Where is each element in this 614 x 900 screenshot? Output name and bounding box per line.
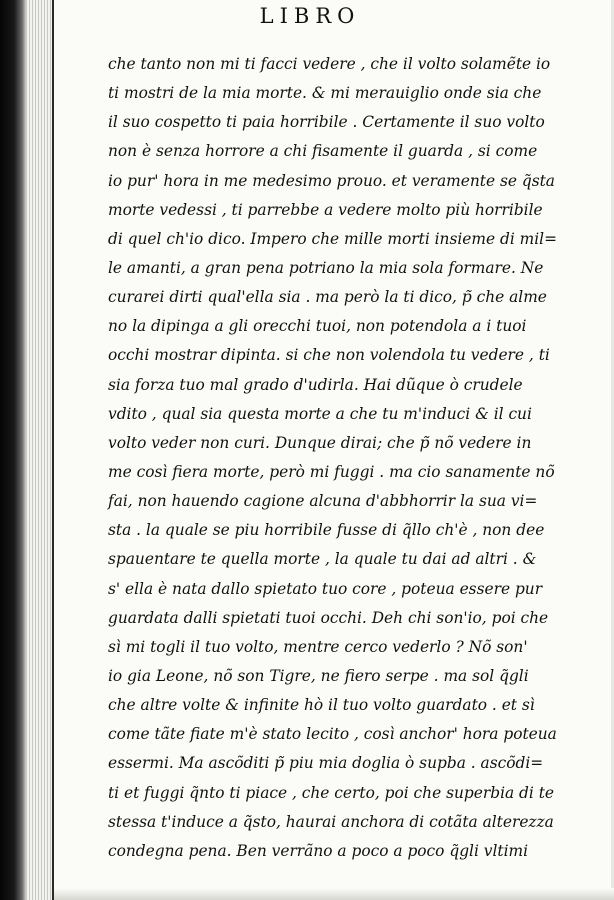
text-line: me così fiera morte, però mi fuggi . ma cio sanamente nõ (108, 462, 555, 481)
text-line: che altre volte & infinite hò il tuo volto guardato . et sì (108, 696, 535, 715)
text-line: che tanto non mi ti facci vedere , che il volto solamẽte io (108, 55, 551, 73)
text-line: le amanti, a gran pena potriano la mia sola formare. Ne (108, 258, 544, 277)
text-line: volto veder non curi. Dunque dirai; che p̃ nõ vedere in (108, 433, 532, 452)
text-line: non è senza horrore a chi fisamente il guarda , si come (108, 142, 538, 161)
text-line: fai, non hauendo cagione alcuna d'abbhorrir la sua vi= (108, 492, 538, 511)
text-line: guardata dalli spietati tuoi occhi. Deh chi son'io, poi che (108, 608, 549, 627)
running-header: LIBRO (259, 4, 361, 28)
text-line: il suo cospetto ti paia horribile . Certamente il suo volto (108, 113, 545, 132)
text-line: come tãte fiate m'è stato lecito , così anchor' hora poteua (108, 725, 557, 744)
text-line: sta . la quale se piu horribile fusse di q̃llo ch'è , non dee (108, 521, 545, 540)
page-edges (26, 0, 54, 900)
text-line: sì mi togli il tuo volto, mentre cerco vederlo ? Nõ son' (108, 637, 528, 656)
text-line: no la dipinga a gli orecchi tuoi, non potendola a i tuoi (108, 317, 527, 336)
text-line: io gia Leone, nõ son Tigre, ne fiero serpe . ma sol q̃gli (108, 666, 529, 685)
page-text-block (108, 50, 608, 866)
text-line: ti et fuggi q̃nto ti piace , che certo, poi che superbia di te (108, 783, 555, 802)
text-line: morte vedessi , ti parrebbe a vedere molto più horribile (108, 200, 543, 219)
text-line: stessa t'induce a q̃sto, haurai anchora di cotãta alterezza (108, 812, 554, 831)
text-line: occhi mostrar dipinta. si che non volendola tu vedere , ti (108, 346, 550, 365)
text-line: vdito , qual sia questa morte a che tu m'induci & il cui (108, 404, 532, 423)
text-line: ti mostri de la mia morte. & mi merauiglio onde sia che (108, 84, 542, 103)
page-bottom-shadow (54, 888, 614, 900)
text-line: spauentare te quella morte , la quale tu dai ad altri . & (108, 550, 537, 569)
text-line: s' ella è nata dallo spietato tuo core , poteua essere pur (108, 579, 543, 598)
text-line: sia forza tuo mal grado d'udirla. Hai dũque ò crudele (108, 375, 523, 394)
text-line: di quel ch'io dico. Impero che mille morti insieme di mil= (108, 229, 557, 248)
text-line: condegna pena. Ben verrãno a poco a poco q̃gli vltimi (108, 841, 529, 860)
text-line: io pur' hora in me medesimo prouo. et veramente se q̃sta (108, 171, 555, 190)
binding-gutter (0, 0, 26, 900)
text-line: curarei dirti qual'ella sia . ma però la ti dico, p̃ che alme (108, 288, 547, 307)
text-line: essermi. Ma ascõditi p̃ piu mia doglia ò supba . ascõdi= (108, 754, 544, 773)
